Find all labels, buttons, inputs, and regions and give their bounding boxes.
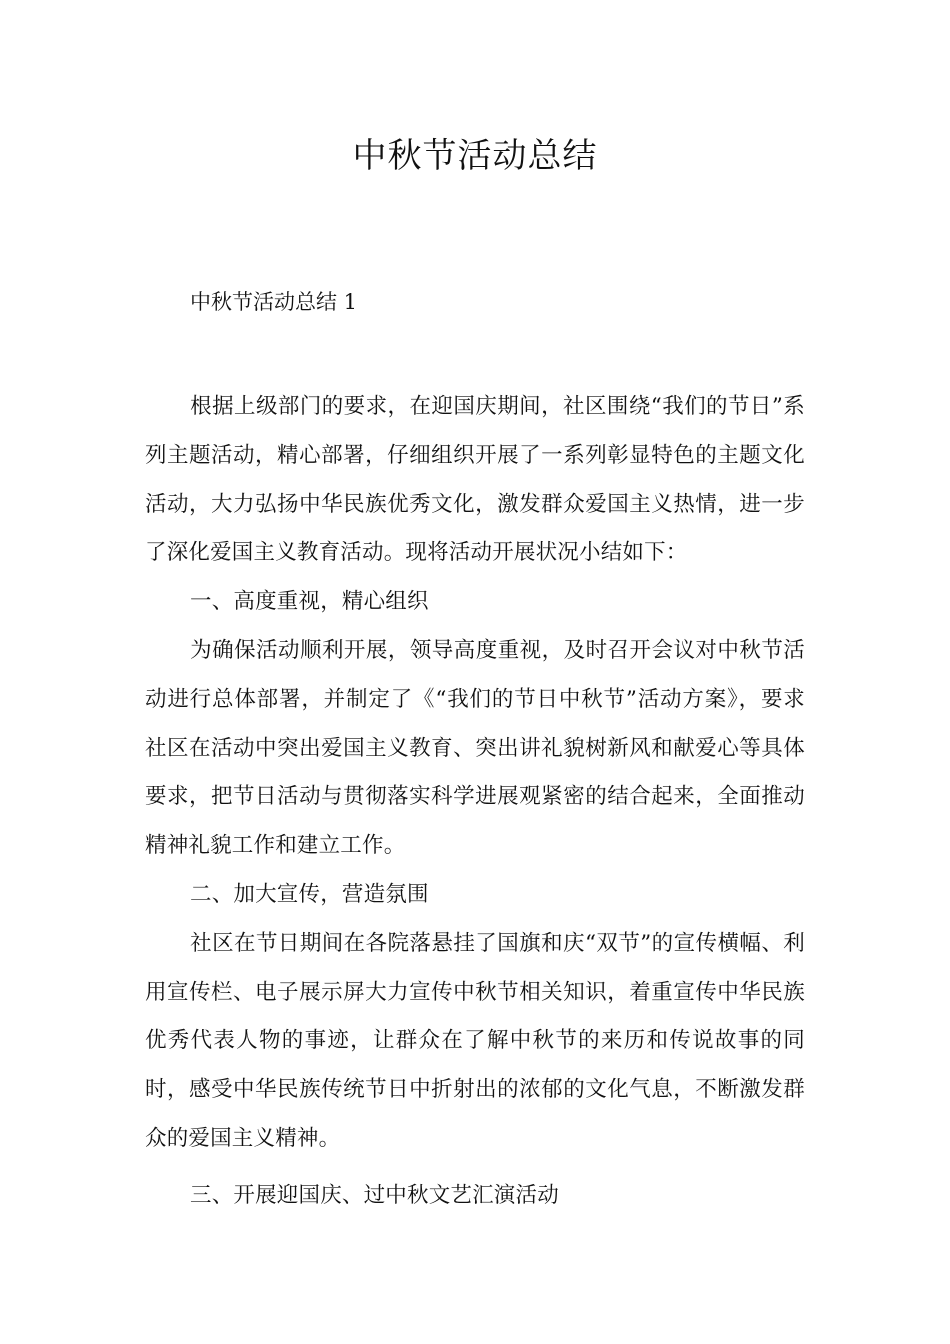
section-heading-3: 三、开展迎国庆、过中秋文艺汇演活动 xyxy=(190,1182,559,1208)
section-2-paragraph: 社区在节日期间在各院落悬挂了国旗和庆“双节”的宣传横幅、利用宣传栏、电子展示屏大力宣传中秋节相关知识，着重宣传中华民族优秀代表人物的事迹，让群众在了解中秋节的来历和传说故事的同时，感受中华民族传统节日中折射出的浓郁的文化气息，不断激发群众的爱国主义精神。 xyxy=(145,930,805,1151)
section-heading-1: 一、高度重视，精心组织 xyxy=(190,589,429,615)
document-body xyxy=(145,383,805,1221)
section-1-paragraph: 为确保活动顺利开展，领导高度重视，及时召开会议对中秋节活动进行总体部署，并制定了《“我们的节日中秋节”活动方案》，要求社区在活动中突出爱国主义教育、突出讲礼貌树新风和献爱心等具体要求，把节日活动与贯彻落实科学进展观紧密的结合起来，全面推动精神礼貌工作和建立工作。 xyxy=(145,637,805,859)
intro-paragraph: 根据上级部门的要求，在迎国庆期间，社区围绕“我们的节日”系列主题活动，精心部署，仔细组织开展了一系列彰显特色的主题文化活动，大力弘扬中华民族优秀文化，激发群众爱国主义热情，进一步了深化爱国主义教育活动。现将活动开展状况小结如下： xyxy=(145,394,805,566)
section-heading-2: 二、加大宣传，营造氛围 xyxy=(190,881,429,907)
document-title: 中秋节活动总结 xyxy=(352,136,598,176)
document-subtitle: 中秋节活动总结 1 xyxy=(190,290,358,314)
